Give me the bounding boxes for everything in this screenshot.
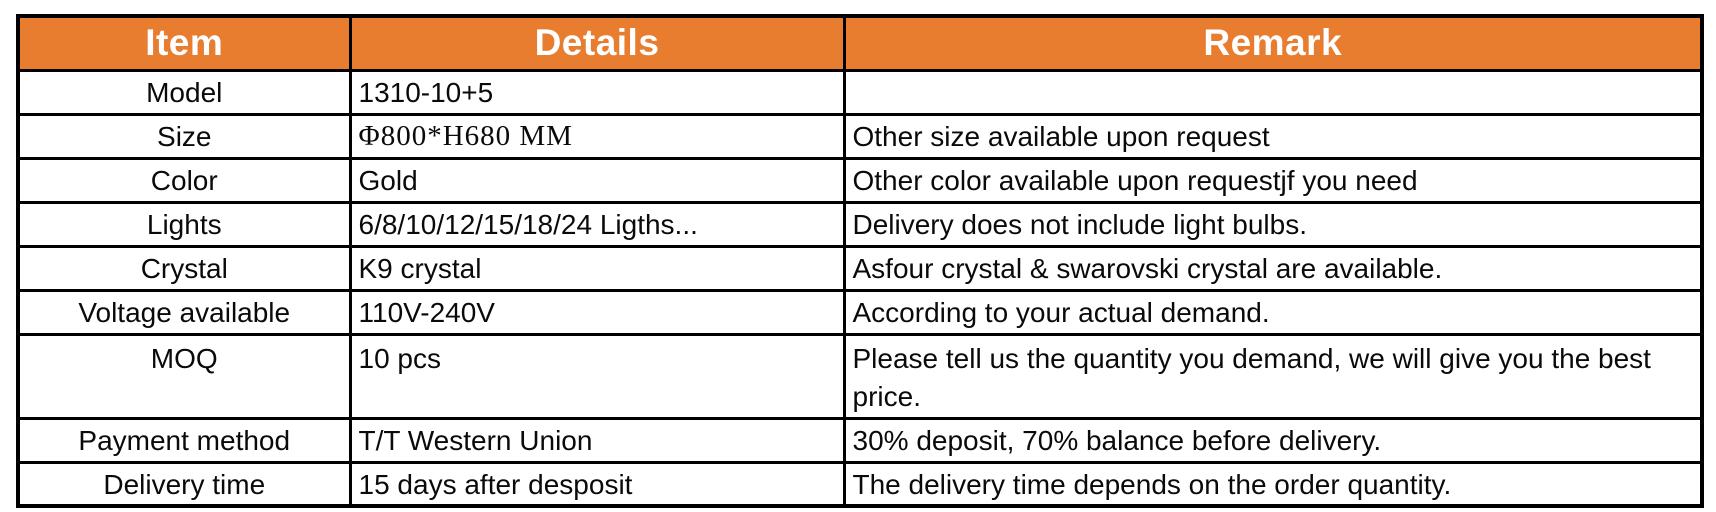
model-remark-cell — [844, 70, 1702, 114]
model-details-cell: 1310-10+5 — [350, 70, 844, 114]
table-row-crystal — [18, 246, 1702, 290]
voltage-item-cell: Voltage available — [18, 290, 350, 334]
size-item-cell: Size — [18, 114, 350, 158]
lights-remark-cell: Delivery does not include light bulbs. — [844, 202, 1702, 246]
crystal-details-cell: K9 crystal — [350, 246, 844, 290]
table-row-model — [18, 70, 1702, 114]
size-details-cell: Φ800*H680 MM — [350, 114, 844, 158]
column-header-item: Item — [18, 16, 350, 70]
lights-item-cell: Lights — [18, 202, 350, 246]
lights-details-cell: 6/8/10/12/15/18/24 Ligths... — [350, 202, 844, 246]
column-header-details: Details — [350, 16, 844, 70]
payment-remark-cell: 30% deposit, 70% balance before delivery. — [844, 418, 1702, 462]
table-row-payment — [18, 418, 1702, 462]
table-row-size — [18, 114, 1702, 158]
payment-details-cell: T/T Western Union — [350, 418, 844, 462]
moq-details-cell: 10 pcs — [350, 334, 844, 418]
model-item-cell: Model — [18, 70, 350, 114]
delivery-remark-cell: The delivery time depends on the order quantity. — [844, 462, 1702, 506]
table-header-row — [18, 16, 1702, 70]
table-row-moq — [18, 334, 1702, 418]
delivery-item-cell: Delivery time — [18, 462, 350, 506]
color-remark-cell: Other color available upon requestjf you need — [844, 158, 1702, 202]
column-header-remark: Remark — [844, 16, 1702, 70]
delivery-details-cell: 15 days after desposit — [350, 462, 844, 506]
voltage-remark-cell: According to your actual demand. — [844, 290, 1702, 334]
table-row-lights — [18, 202, 1702, 246]
size-remark-cell: Other size available upon request — [844, 114, 1702, 158]
crystal-item-cell: Crystal — [18, 246, 350, 290]
table-row-color — [18, 158, 1702, 202]
table-row-delivery — [18, 462, 1702, 506]
color-details-cell: Gold — [350, 158, 844, 202]
crystal-remark-cell: Asfour crystal & swarovski crystal are available. — [844, 246, 1702, 290]
voltage-details-cell: 110V-240V — [350, 290, 844, 334]
moq-item-cell: MOQ — [18, 334, 350, 418]
color-item-cell: Color — [18, 158, 350, 202]
table-row-voltage — [18, 290, 1702, 334]
payment-item-cell: Payment method — [18, 418, 350, 462]
moq-remark-cell: Please tell us the quantity you demand, we will give you the best price. — [844, 334, 1702, 418]
product-spec-table — [16, 14, 1704, 508]
